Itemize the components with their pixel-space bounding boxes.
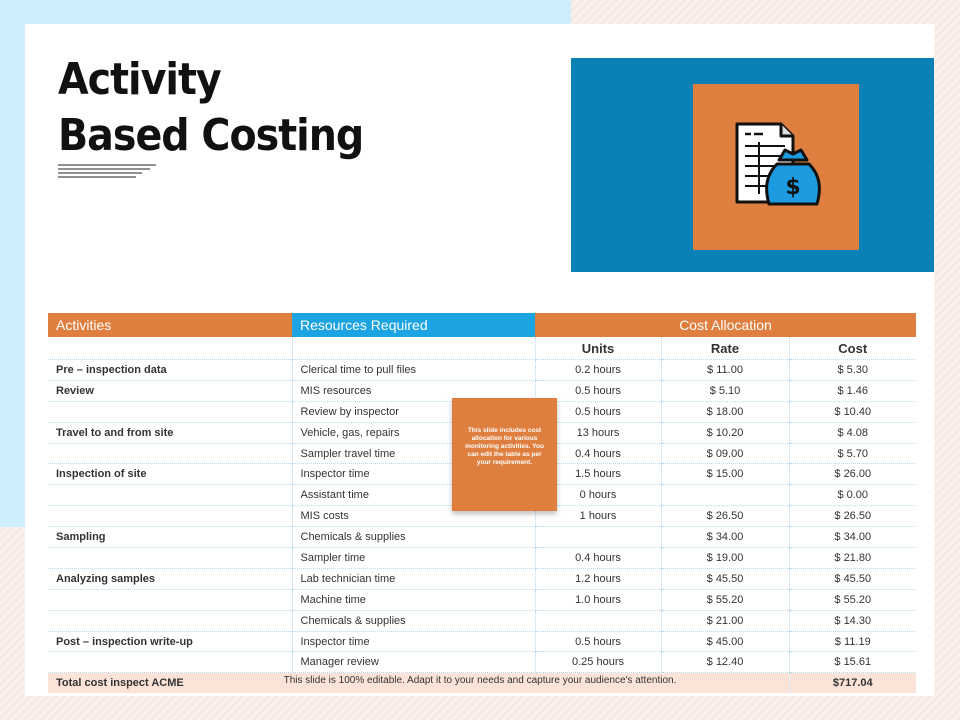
activity-cell (48, 548, 292, 569)
cost-cell: $ 55.20 (789, 589, 916, 610)
activity-cell (48, 652, 292, 673)
rate-cell: $ 11.00 (661, 360, 789, 381)
title-line-2: Based Costing (58, 110, 364, 161)
activity-cell (48, 401, 292, 422)
activity-cell (48, 443, 292, 464)
activity-cell: Analyzing samples (48, 568, 292, 589)
resource-cell: Review by inspector (292, 401, 535, 422)
units-cell: 0.5 hours (535, 401, 661, 422)
table-row (48, 610, 916, 631)
activity-cell: Pre – inspection data (48, 360, 292, 381)
rate-cell: $ 12.40 (661, 652, 789, 673)
cost-cell: $ 5.30 (789, 360, 916, 381)
units-cell: 0.25 hours (535, 652, 661, 673)
rate-cell: $ 18.00 (661, 401, 789, 422)
cost-cell: $ 4.08 (789, 422, 916, 443)
cost-cell: $ 5.70 (789, 443, 916, 464)
currency-symbol: $ (785, 175, 801, 200)
subheader-units: Units (535, 337, 661, 360)
rate-cell: $ 15.00 (661, 464, 789, 485)
activity-cell: Post – inspection write-up (48, 631, 292, 652)
resource-cell: MIS costs (292, 506, 535, 527)
resource-cell: Vehicle, gas, repairs (292, 422, 535, 443)
units-cell (535, 527, 661, 548)
hero-panel (571, 58, 934, 272)
cost-cell: $ 21.80 (789, 548, 916, 569)
rate-cell: $ 5.10 (661, 380, 789, 401)
units-cell (535, 610, 661, 631)
resource-cell: Lab technician time (292, 568, 535, 589)
cost-cell: $ 15.61 (789, 652, 916, 673)
units-cell: 0.5 hours (535, 380, 661, 401)
table-row (48, 589, 916, 610)
resource-cell: Chemicals & supplies (292, 610, 535, 631)
resource-cell: Clerical time to pull files (292, 360, 535, 381)
units-cell: 0.4 hours (535, 548, 661, 569)
table-row (48, 548, 916, 569)
rate-cell (661, 485, 789, 506)
units-cell: 0.5 hours (535, 631, 661, 652)
resource-cell: Assistant time (292, 485, 535, 506)
page-title (58, 52, 363, 164)
resource-cell: Machine time (292, 589, 535, 610)
activity-cell (48, 485, 292, 506)
resource-cell: Sampler time (292, 548, 535, 569)
cost-cell: $ 26.50 (789, 506, 916, 527)
table-row (48, 568, 916, 589)
rate-cell: $ 26.50 (661, 506, 789, 527)
rate-cell: $ 45.50 (661, 568, 789, 589)
title-line-1: Activity (58, 54, 221, 105)
total-label: Total cost inspect ACME (48, 673, 789, 693)
rate-cell: $ 09.00 (661, 443, 789, 464)
title-underline-decoration (58, 163, 158, 183)
units-cell: 0.2 hours (535, 360, 661, 381)
activity-cell: Sampling (48, 527, 292, 548)
resource-cell: Sampler travel time (292, 443, 535, 464)
subheader-blank-resources (292, 337, 535, 360)
table-row (48, 360, 916, 381)
table-row (48, 527, 916, 548)
table-row (48, 652, 916, 673)
footer-caption: This slide is 100% editable. Adapt it to your needs and capture your audience's attention. (283, 675, 677, 686)
activity-cell: Review (48, 380, 292, 401)
rate-cell: $ 10.20 (661, 422, 789, 443)
rate-cell: $ 21.00 (661, 610, 789, 631)
units-cell: 13 hours (535, 422, 661, 443)
units-cell: 1 hours (535, 506, 661, 527)
cost-cell: $ 11.19 (789, 631, 916, 652)
hero-icon-box (693, 84, 859, 250)
info-note-callout: This slide includes cost allocation for various monitoring activities. You can edit the table as per your requirement. (452, 398, 557, 511)
resource-cell: Chemicals & supplies (292, 527, 535, 548)
cost-cell: $ 0.00 (789, 485, 916, 506)
rate-cell: $ 19.00 (661, 548, 789, 569)
activity-cell (48, 506, 292, 527)
cost-cell: $ 14.30 (789, 610, 916, 631)
activity-cell (48, 610, 292, 631)
resource-cell: Manager review (292, 652, 535, 673)
rate-cell: $ 55.20 (661, 589, 789, 610)
resource-cell: Inspector time (292, 464, 535, 485)
rate-cell: $ 45.00 (661, 631, 789, 652)
cost-cell: $ 10.40 (789, 401, 916, 422)
units-cell: 0 hours (535, 485, 661, 506)
resource-cell: MIS resources (292, 380, 535, 401)
cost-cell: $ 26.00 (789, 464, 916, 485)
cost-cell: $ 45.50 (789, 568, 916, 589)
units-cell: 0.4 hours (535, 443, 661, 464)
activity-cell: Travel to and from site (48, 422, 292, 443)
resource-cell: Inspector time (292, 631, 535, 652)
total-value: $717.04 (789, 673, 916, 693)
header-activities: Activities (48, 313, 292, 337)
subheader-cost: Cost (789, 337, 916, 360)
header-resources: Resources Required (292, 313, 535, 337)
table-row (48, 631, 916, 652)
activity-cell: Inspection of site (48, 464, 292, 485)
units-cell: 1.2 hours (535, 568, 661, 589)
activity-cell (48, 589, 292, 610)
rate-cell: $ 34.00 (661, 527, 789, 548)
units-cell: 1.0 hours (535, 589, 661, 610)
ledger-money-bag-icon (731, 120, 821, 212)
header-cost-allocation: Cost Allocation (535, 313, 916, 337)
cost-cell: $ 1.46 (789, 380, 916, 401)
units-cell: 1.5 hours (535, 464, 661, 485)
cost-cell: $ 34.00 (789, 527, 916, 548)
subheader-rate: Rate (661, 337, 789, 360)
subheader-blank-activities (48, 337, 292, 360)
